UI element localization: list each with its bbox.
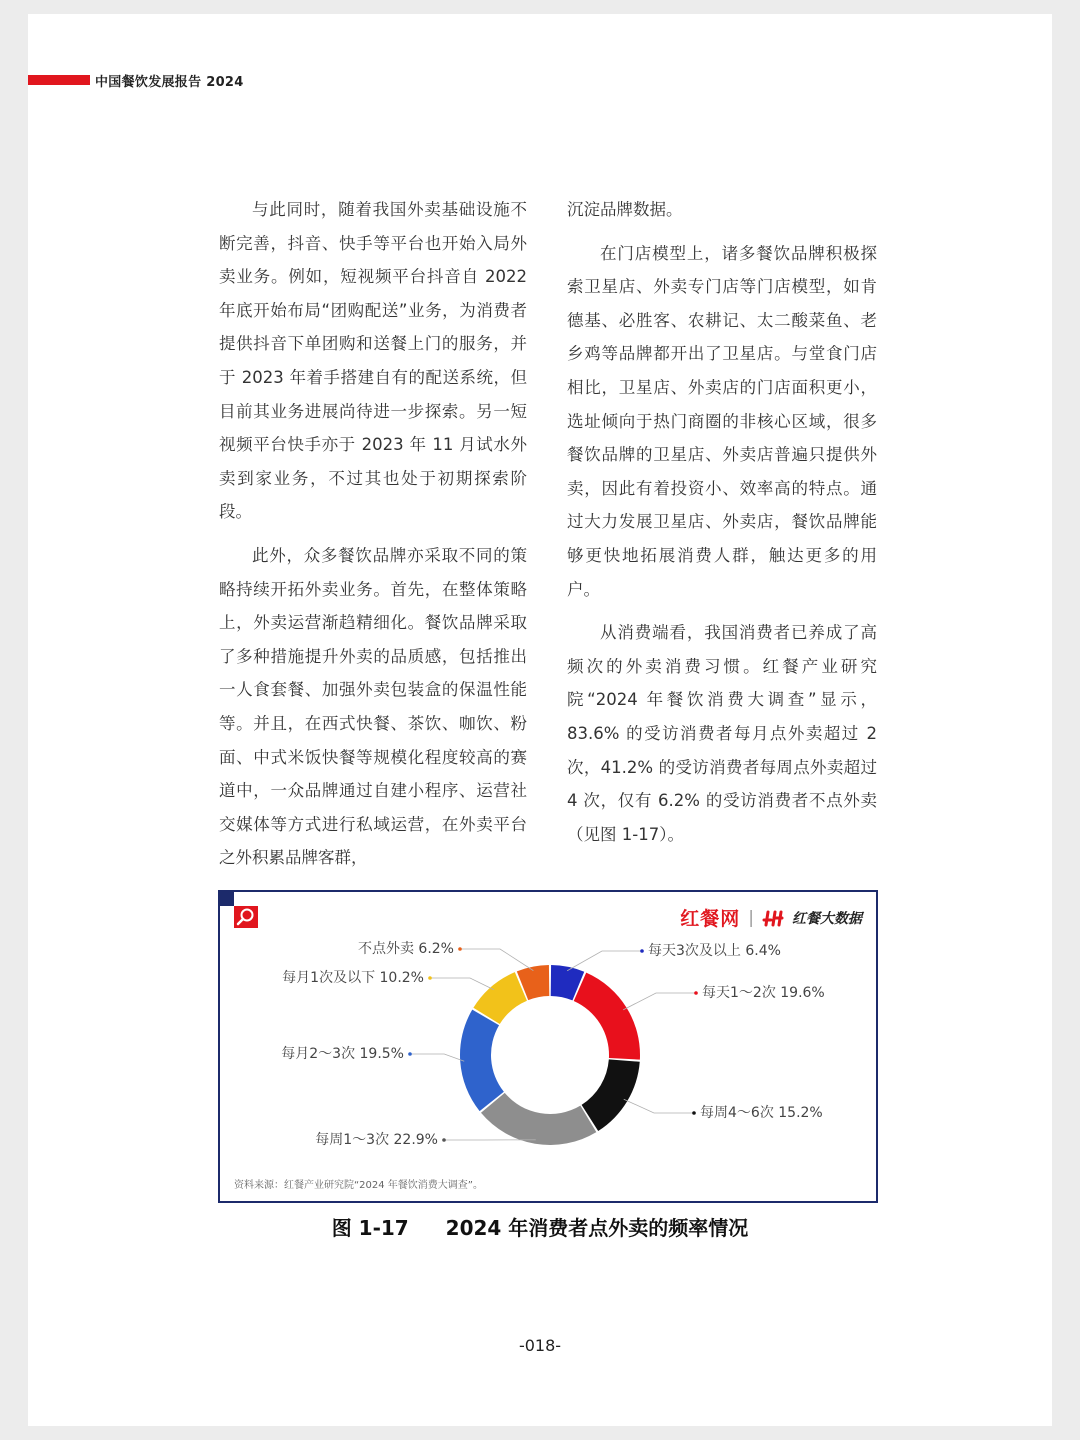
chart-figure [218,890,878,1203]
figure-caption [0,1212,1080,1241]
slice-label: 每周4～6次 15.2% [700,1105,823,1121]
leader-dot [694,991,698,995]
brand-logo-text: 红餐网 [680,908,741,930]
leader-dot [442,1138,446,1142]
slice-label: 不点外卖 6.2% [357,941,454,957]
slice-label: 每天1～2次 19.6% [702,985,825,1001]
figure-number: 图 1-17 [331,1216,409,1240]
donut-slice [582,1059,640,1131]
source-note: 资料来源：红餐产业研究院“2024 年餐饮消费大调查”。 [234,1180,483,1191]
leader-line [460,949,533,971]
slice-label: 每月2～3次 19.5% [281,1046,404,1062]
leader-line [567,951,642,971]
leader-line [410,1054,464,1061]
leader-dot [458,947,462,951]
slice-label: 每天3次及以上 6.4% [648,943,781,959]
page-number: -018- [518,1336,562,1355]
logo-separator: | [748,907,754,928]
leader-line [430,978,494,990]
right-column [567,193,877,861]
donut-slice [574,973,640,1060]
donut-slice [481,1093,596,1145]
left-column [219,193,527,885]
paragraph: 与此同时，随着我国外卖基础设施不断完善，抖音、快手等平台也开始入局外卖业务。例如，短视频平台抖音自 2022 年底开始布局“团购配送”业务，为消费者提供抖音下单团购和送餐上门的服务，并于 2023 年着手搭建自有的配送系统，但目前其业务进展尚待进一步探索。另一短视频平台快手亦于 2023 年 11 月试水外卖到家业务，不过其也处于初期探索阶段。 [219,200,527,522]
slice-label: 每周1～3次 22.9% [315,1132,438,1148]
leader-dot [692,1111,696,1115]
leader-dot [640,949,644,953]
leader-dot [408,1052,412,1056]
header-accent-bar [28,75,90,85]
running-header: 中国餐饮发展报告 2024 [95,75,244,90]
paragraph: 从消费端看，我国消费者已养成了高频次的外卖消费习惯。红餐产业研究院“2024 年餐饮消费大调查”显示，83.6% 的受访消费者每月点外卖超过 2 次，41.2% 的受访消费者每周点外卖超过 4 次，仅有 6.2% 的受访消费者不点外卖（见图 1-17）。 [567,623,877,844]
donut-slice [460,1010,504,1111]
leader-line [623,993,696,1010]
figure-title: 2024 年消费者点外卖的频率情况 [445,1216,749,1240]
leader-dot [428,976,432,980]
paragraph: 在门店模型上，诸多餐饮品牌积极探索卫星店、外卖专门店等门店模型，如肯德基、必胜客、农耕记、太二酸菜鱼、老乡鸡等品牌都开出了卫星店。与堂食门店相比，卫星店、外卖店的门店面积更小，选址倾向于热门商圈的非核心区域，很多餐饮品牌的卫星店、外卖店普遍只提供外卖，因此有着投资小、效率高的特点。通过大力发展卫星店、外卖店，餐饮品牌能够更快地拓展消费人群，触达更多的用户。 [567,243,877,599]
paragraph: 此外，众多餐饮品牌亦采取不同的策略持续开拓外卖业务。首先，在整体策略上，外卖运营渐趋精细化。餐饮品牌采取了多种措施提升外卖的品质感，包括推出一人食套餐、加强外卖包装盒的保温性能等。并且，在西式快餐、茶饮、咖饮、粉面、中式米饭快餐等规模化程度较高的赛道中，一众品牌通过自建小程序、运营社交媒体等方式进行私域运营，在外卖平台之外积累品牌客群， [219,545,527,868]
donut-chart [220,892,876,1172]
paragraph-continuation: 沉淀品牌数据。 [567,200,683,219]
brand-data-logo: 红餐大数据 [792,910,862,927]
leader-line [624,1099,694,1113]
slice-label: 每月1次及以下 10.2% [282,970,424,986]
